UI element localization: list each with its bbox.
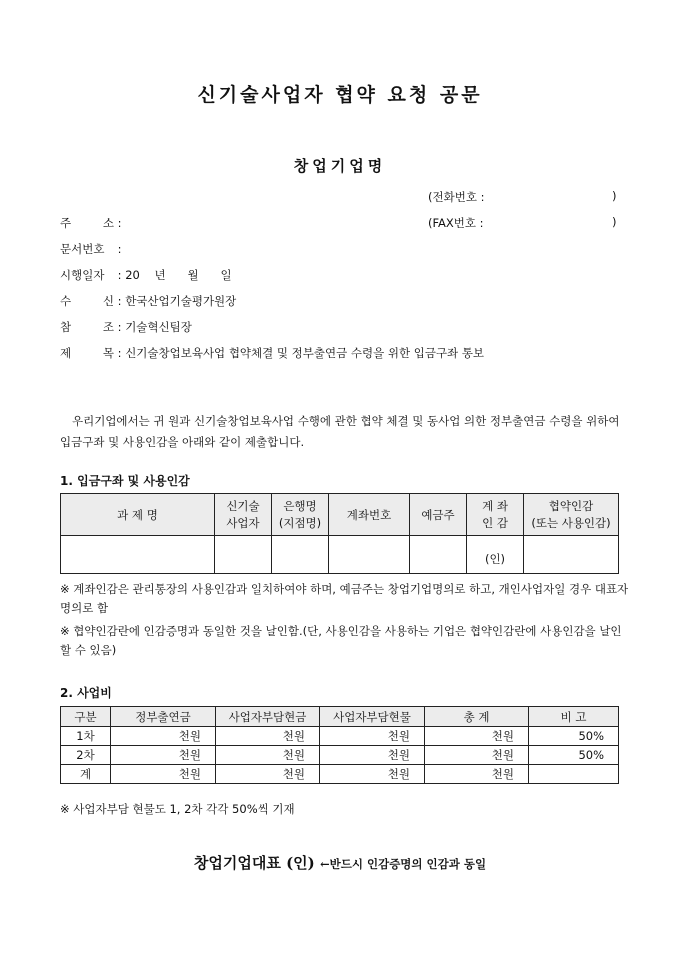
field-colon: : [117, 242, 122, 256]
col-cash-burden: 사업자부담현금 [216, 707, 320, 727]
col-project-name: 과 제 명 [61, 494, 215, 536]
note-inkind: ※ 사업자부담 현물도 1, 2차 각각 50%씩 기재 [60, 802, 295, 816]
field-address [60, 215, 122, 231]
cell-bank-name[interactable] [272, 536, 329, 574]
col-total: 총 계 [425, 707, 529, 727]
section1-heading: 1. 입금구좌 및 사용인감 [60, 474, 190, 488]
col-division: 구분 [61, 707, 111, 727]
document-title: 신기술사업자 협약 요청 공문 [197, 84, 483, 106]
table-row [61, 765, 619, 784]
field-colon: : [117, 294, 122, 308]
table-row [61, 727, 619, 746]
field-label: 시행일자 [60, 268, 105, 282]
amount-cell[interactable]: 천원 [425, 765, 529, 784]
col-bank-name: 은행명 (지점명) [272, 494, 329, 536]
remark-cell[interactable] [529, 765, 619, 784]
field-label: 수 신 [60, 294, 114, 308]
col-gov-funding: 정부출연금 [111, 707, 216, 727]
col-inkind-burden: 사업자부담현물 [320, 707, 425, 727]
col-depositor: 예금주 [410, 494, 467, 536]
field-value: 한국산업기술평가원장 [125, 294, 237, 308]
cell-new-tech-business[interactable] [215, 536, 272, 574]
row-label: 2차 [61, 746, 111, 765]
field-colon: : [117, 346, 122, 360]
account-table [60, 493, 619, 574]
field-label: 문서번호 [60, 242, 105, 256]
cell-depositor[interactable] [410, 536, 467, 574]
cell-contract-seal[interactable] [524, 536, 619, 574]
field-value: 20 년 월 일 [125, 268, 232, 282]
col-new-tech-business: 신기술 사업자 [215, 494, 272, 536]
budget-table [60, 706, 619, 784]
amount-cell[interactable]: 천원 [425, 746, 529, 765]
field-label: 제 목 [60, 346, 114, 360]
col-remarks: 비 고 [529, 707, 619, 727]
field-label: 주 소 [60, 216, 114, 230]
amount-cell[interactable]: 천원 [216, 746, 320, 765]
field-colon: : [117, 320, 122, 334]
amount-cell[interactable]: 천원 [111, 727, 216, 746]
company-name: 창업기업명 [293, 157, 387, 175]
cell-account-number[interactable] [329, 536, 410, 574]
fax-close: ) [612, 215, 617, 229]
field-value: 기술혁신팀장 [125, 320, 192, 334]
footer-sub: ←반드시 인감증명의 인감과 동일 [320, 857, 487, 871]
footer-main: 창업기업대표 (인) [193, 854, 315, 872]
field-subject [60, 345, 484, 361]
seal-mark: (인) [484, 552, 506, 566]
amount-cell[interactable]: 천원 [216, 727, 320, 746]
remark-cell[interactable]: 50% [529, 727, 619, 746]
phone-close: ) [612, 189, 617, 203]
body-paragraph: 우리기업에서는 귀 원과 신기술창업보육사업 수행에 관한 협약 체결 및 동사업 의한 정부출연금 수령을 위하여 입금구좌 및 사용인감을 아래와 같이 제출합니다. [60, 414, 620, 449]
amount-cell[interactable]: 천원 [320, 746, 425, 765]
cell-account-seal[interactable] [467, 536, 524, 574]
amount-cell[interactable]: 천원 [320, 727, 425, 746]
amount-cell[interactable]: 천원 [111, 765, 216, 784]
amount-cell[interactable]: 천원 [320, 765, 425, 784]
field-value: 신기술창업보육사업 협약체결 및 정부출연금 수령을 위한 입금구좌 통보 [125, 346, 485, 360]
cell-project-name[interactable] [61, 536, 215, 574]
field-date [60, 267, 232, 283]
field-label: 참 조 [60, 320, 114, 334]
col-contract-seal: 협약인감 (또는 사용인감) [524, 494, 619, 536]
remark-cell[interactable]: 50% [529, 746, 619, 765]
note-contract-seal: ※ 협약인감란에 인감증명과 동일한 것을 날인함.(단, 사용인감을 사용하는 기업은 협약인감란에 사용인감을 날인할 수 있음) [60, 624, 622, 657]
phone-label: (전화번호 : [428, 190, 485, 204]
row-label: 1차 [61, 727, 111, 746]
col-account-seal: 계 좌 인 감 [467, 494, 524, 536]
field-colon: : [117, 268, 122, 282]
col-account-number: 계좌번호 [329, 494, 410, 536]
row-label: 계 [61, 765, 111, 784]
amount-cell[interactable]: 천원 [216, 765, 320, 784]
field-recipient [60, 293, 236, 309]
amount-cell[interactable]: 천원 [111, 746, 216, 765]
field-doc-number [60, 241, 122, 257]
field-reference [60, 319, 192, 335]
amount-cell[interactable]: 천원 [425, 727, 529, 746]
section2-heading: 2. 사업비 [60, 686, 112, 700]
footer-signature [0, 852, 680, 873]
table-row [61, 746, 619, 765]
fax-label: (FAX번호 : [428, 216, 484, 230]
note-account-seal: ※ 계좌인감은 관리통장의 사용인감과 일치하여야 하며, 예금주는 창업기업명의로 하고, 개인사업자일 경우 대표자 명의로 함 [60, 582, 629, 615]
field-colon: : [117, 216, 122, 230]
